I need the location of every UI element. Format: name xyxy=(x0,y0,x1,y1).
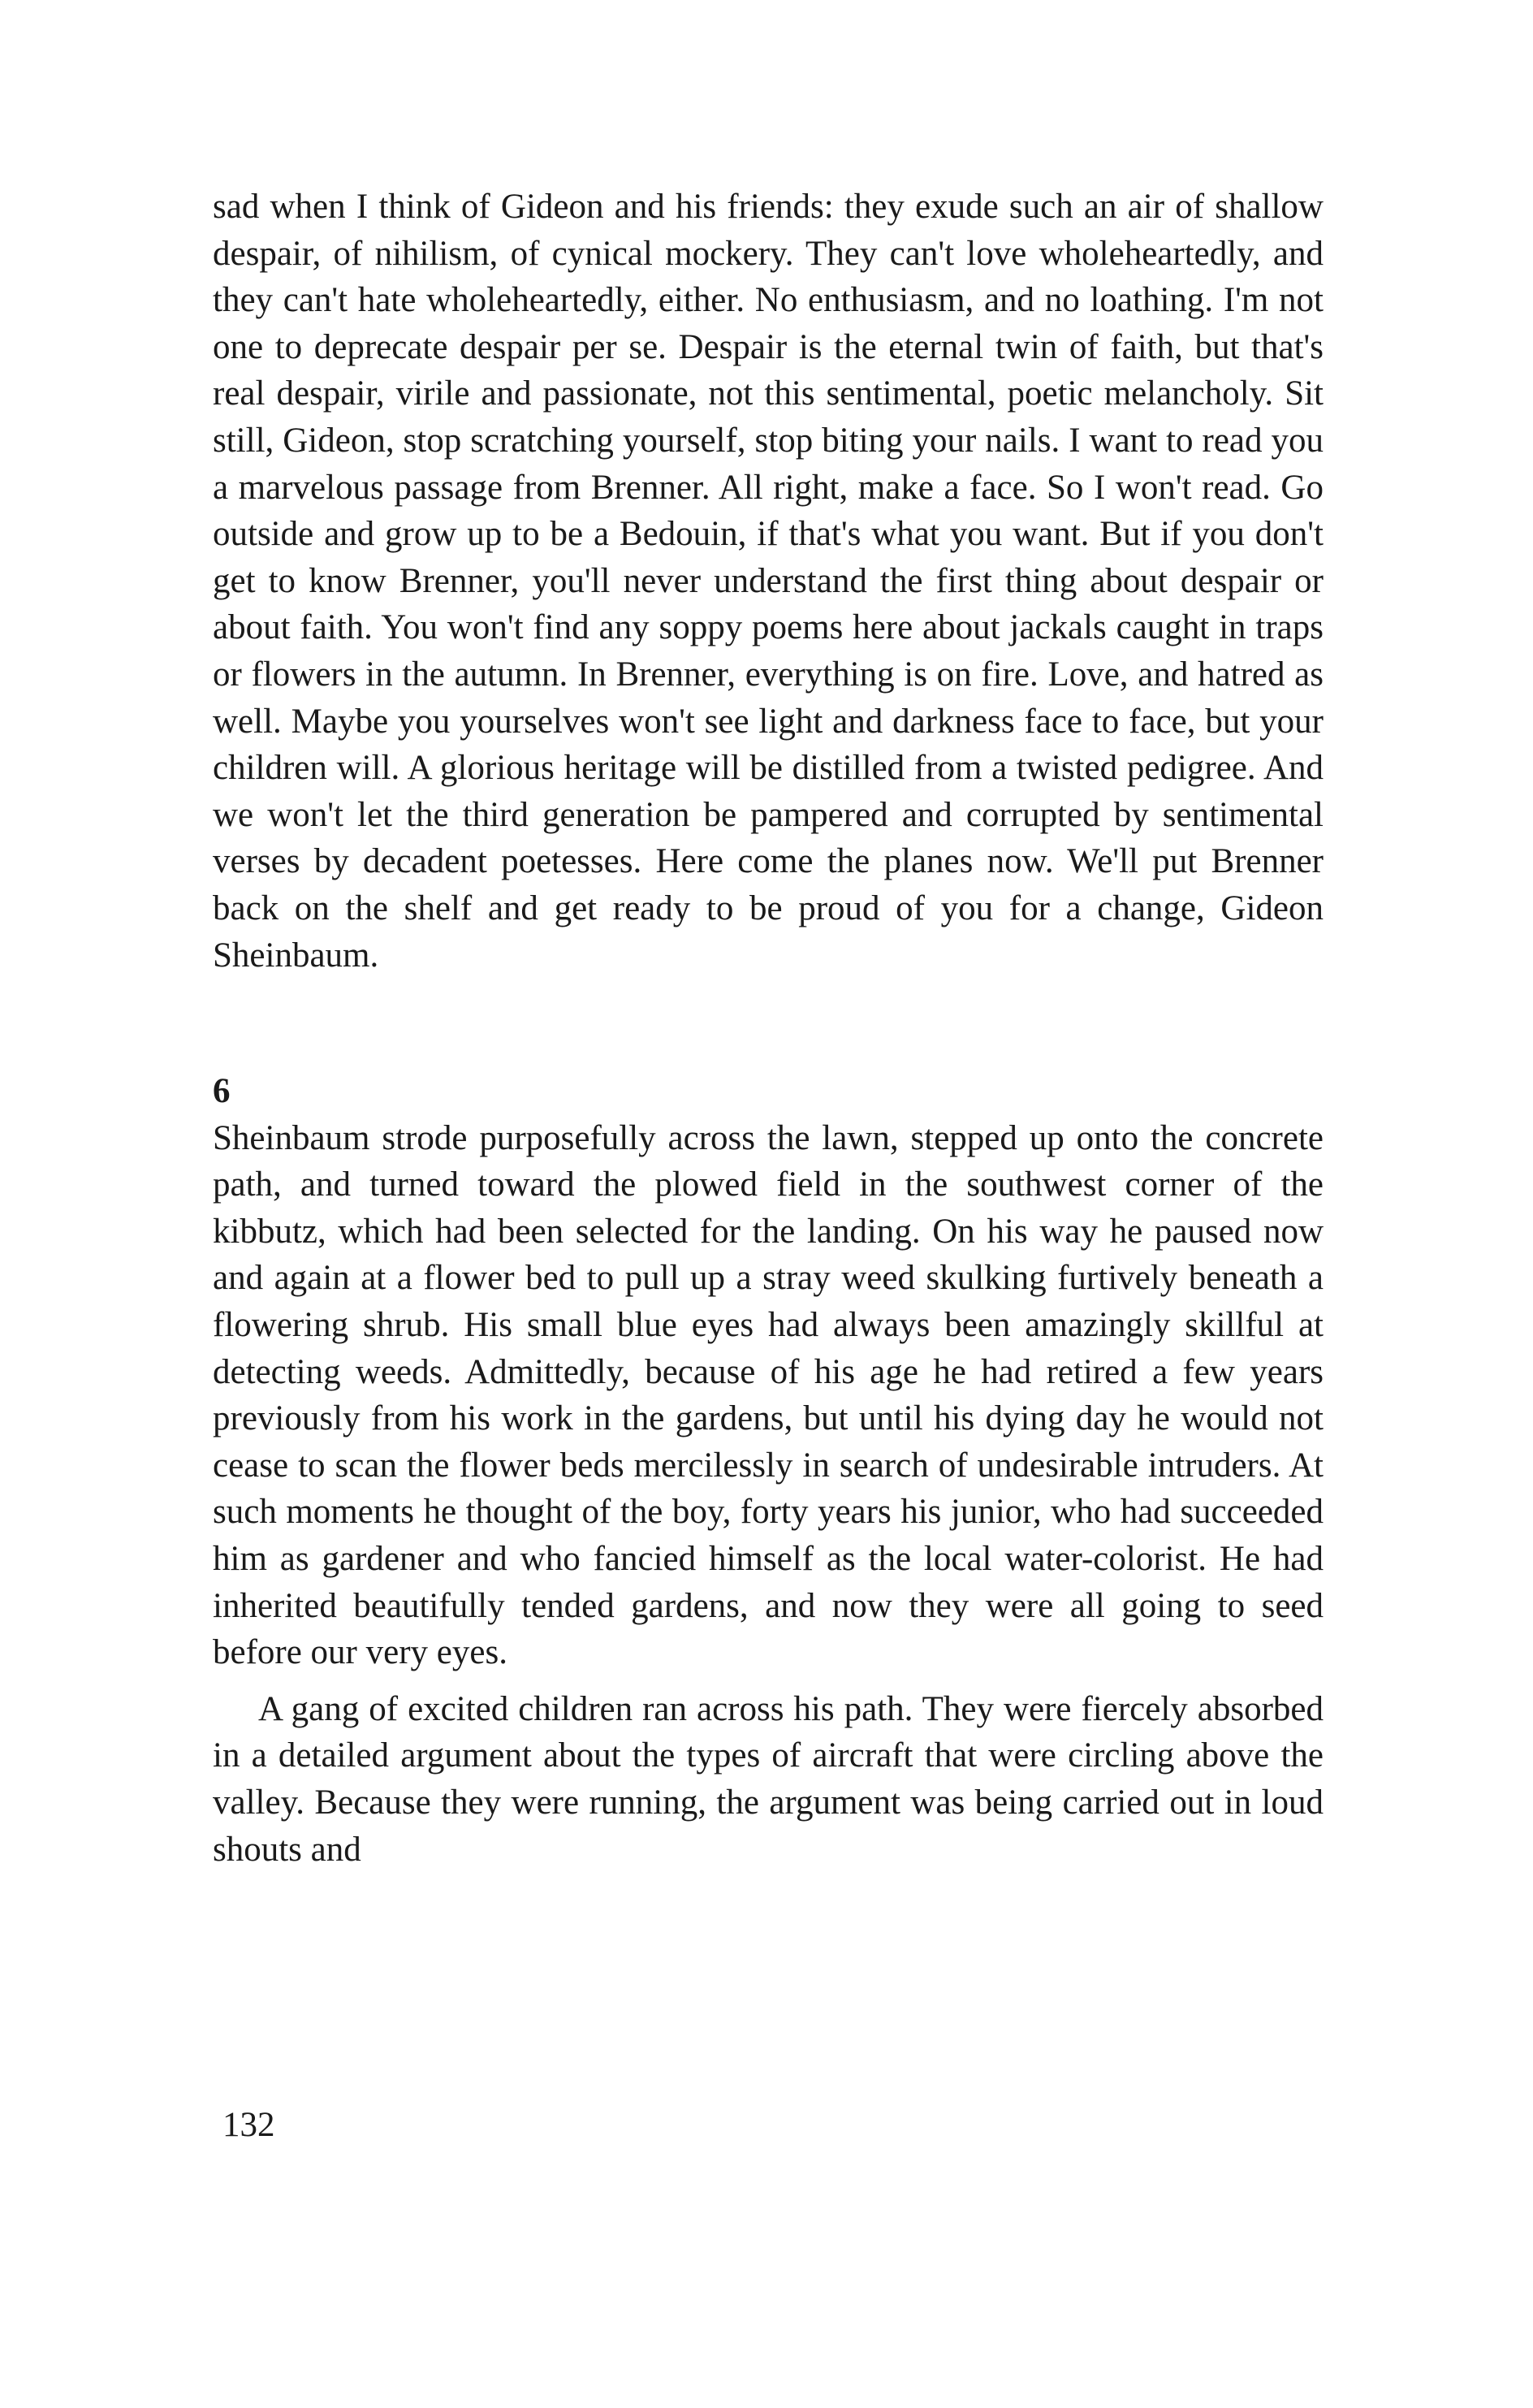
page-body-text xyxy=(213,184,1324,1873)
section-second-paragraph: A gang of excited children ran across his path. They were fiercely absorbed in a detailed argument about the types of aircraft that were circling above the valley. Because they were running, the argument was being carried out in loud shouts and xyxy=(213,1689,1324,1869)
section-first-paragraph: Sheinbaum strode purposefully across the lawn, stepped up onto the concrete path, and turned toward the plowed field in the southwest corner of the kibbutz, which had been selected for the landing. On his way he paused now and again at a flower bed to pull up a stray weed skulking furtively beneath a flowering shrub. His small blue eyes had always been amazingly skillful at detecting weeds. Admittedly, because of his age he had retired a few years previously from his work in the gardens, but until his dying day he would not cease to scan the flower beds mercilessly in search of undesirable intruders. At such moments he thought of the boy, forty years his junior, who had succeeded him as gardener and who fancied himself as the local water-colorist. He had inherited beautifully tended gardens, and now they were all going to seed before our very eyes. xyxy=(213,1118,1324,1672)
page-number: 132 xyxy=(222,2106,275,2144)
section-number: 6 xyxy=(213,1072,231,1111)
continued-paragraph: sad when I think of Gideon and his friends: they exude such an air of shallow despair, of nihilism, of cynical mockery. They can't love wholeheartedly, and they can't hate wholeheartedly, either. No enthusiasm, and no loathing. I'm not one to deprecate despair per se. Despair is the eternal twin of faith, but that's real despair, virile and passionate, not this sentimental, poetic melancholy. Sit still, Gideon, stop scratching yourself, stop biting your nails. I want to read you a marvelous passage from Brenner. All right, make a face. So I won't read. Go outside and grow up to be a Bedouin, if that's what you want. But if you don't get to know Brenner, you'll never understand the first thing about despair or about faith. You won't find any soppy poems here about jackals caught in traps or flowers in the autumn. In Brenner, everything is on fire. Love, and hatred as well. Maybe you yourselves won't see light and darkness face to face, but your children will. A glorious heritage will be distilled from a twisted pedigree. And we won't let the third generation be pampered and corrupted by sentimental verses by decadent poetesses. Here come the planes now. We'll put Brenner back on the shelf and get ready to be proud of you for a change, Gideon Sheinbaum. xyxy=(213,188,1324,975)
